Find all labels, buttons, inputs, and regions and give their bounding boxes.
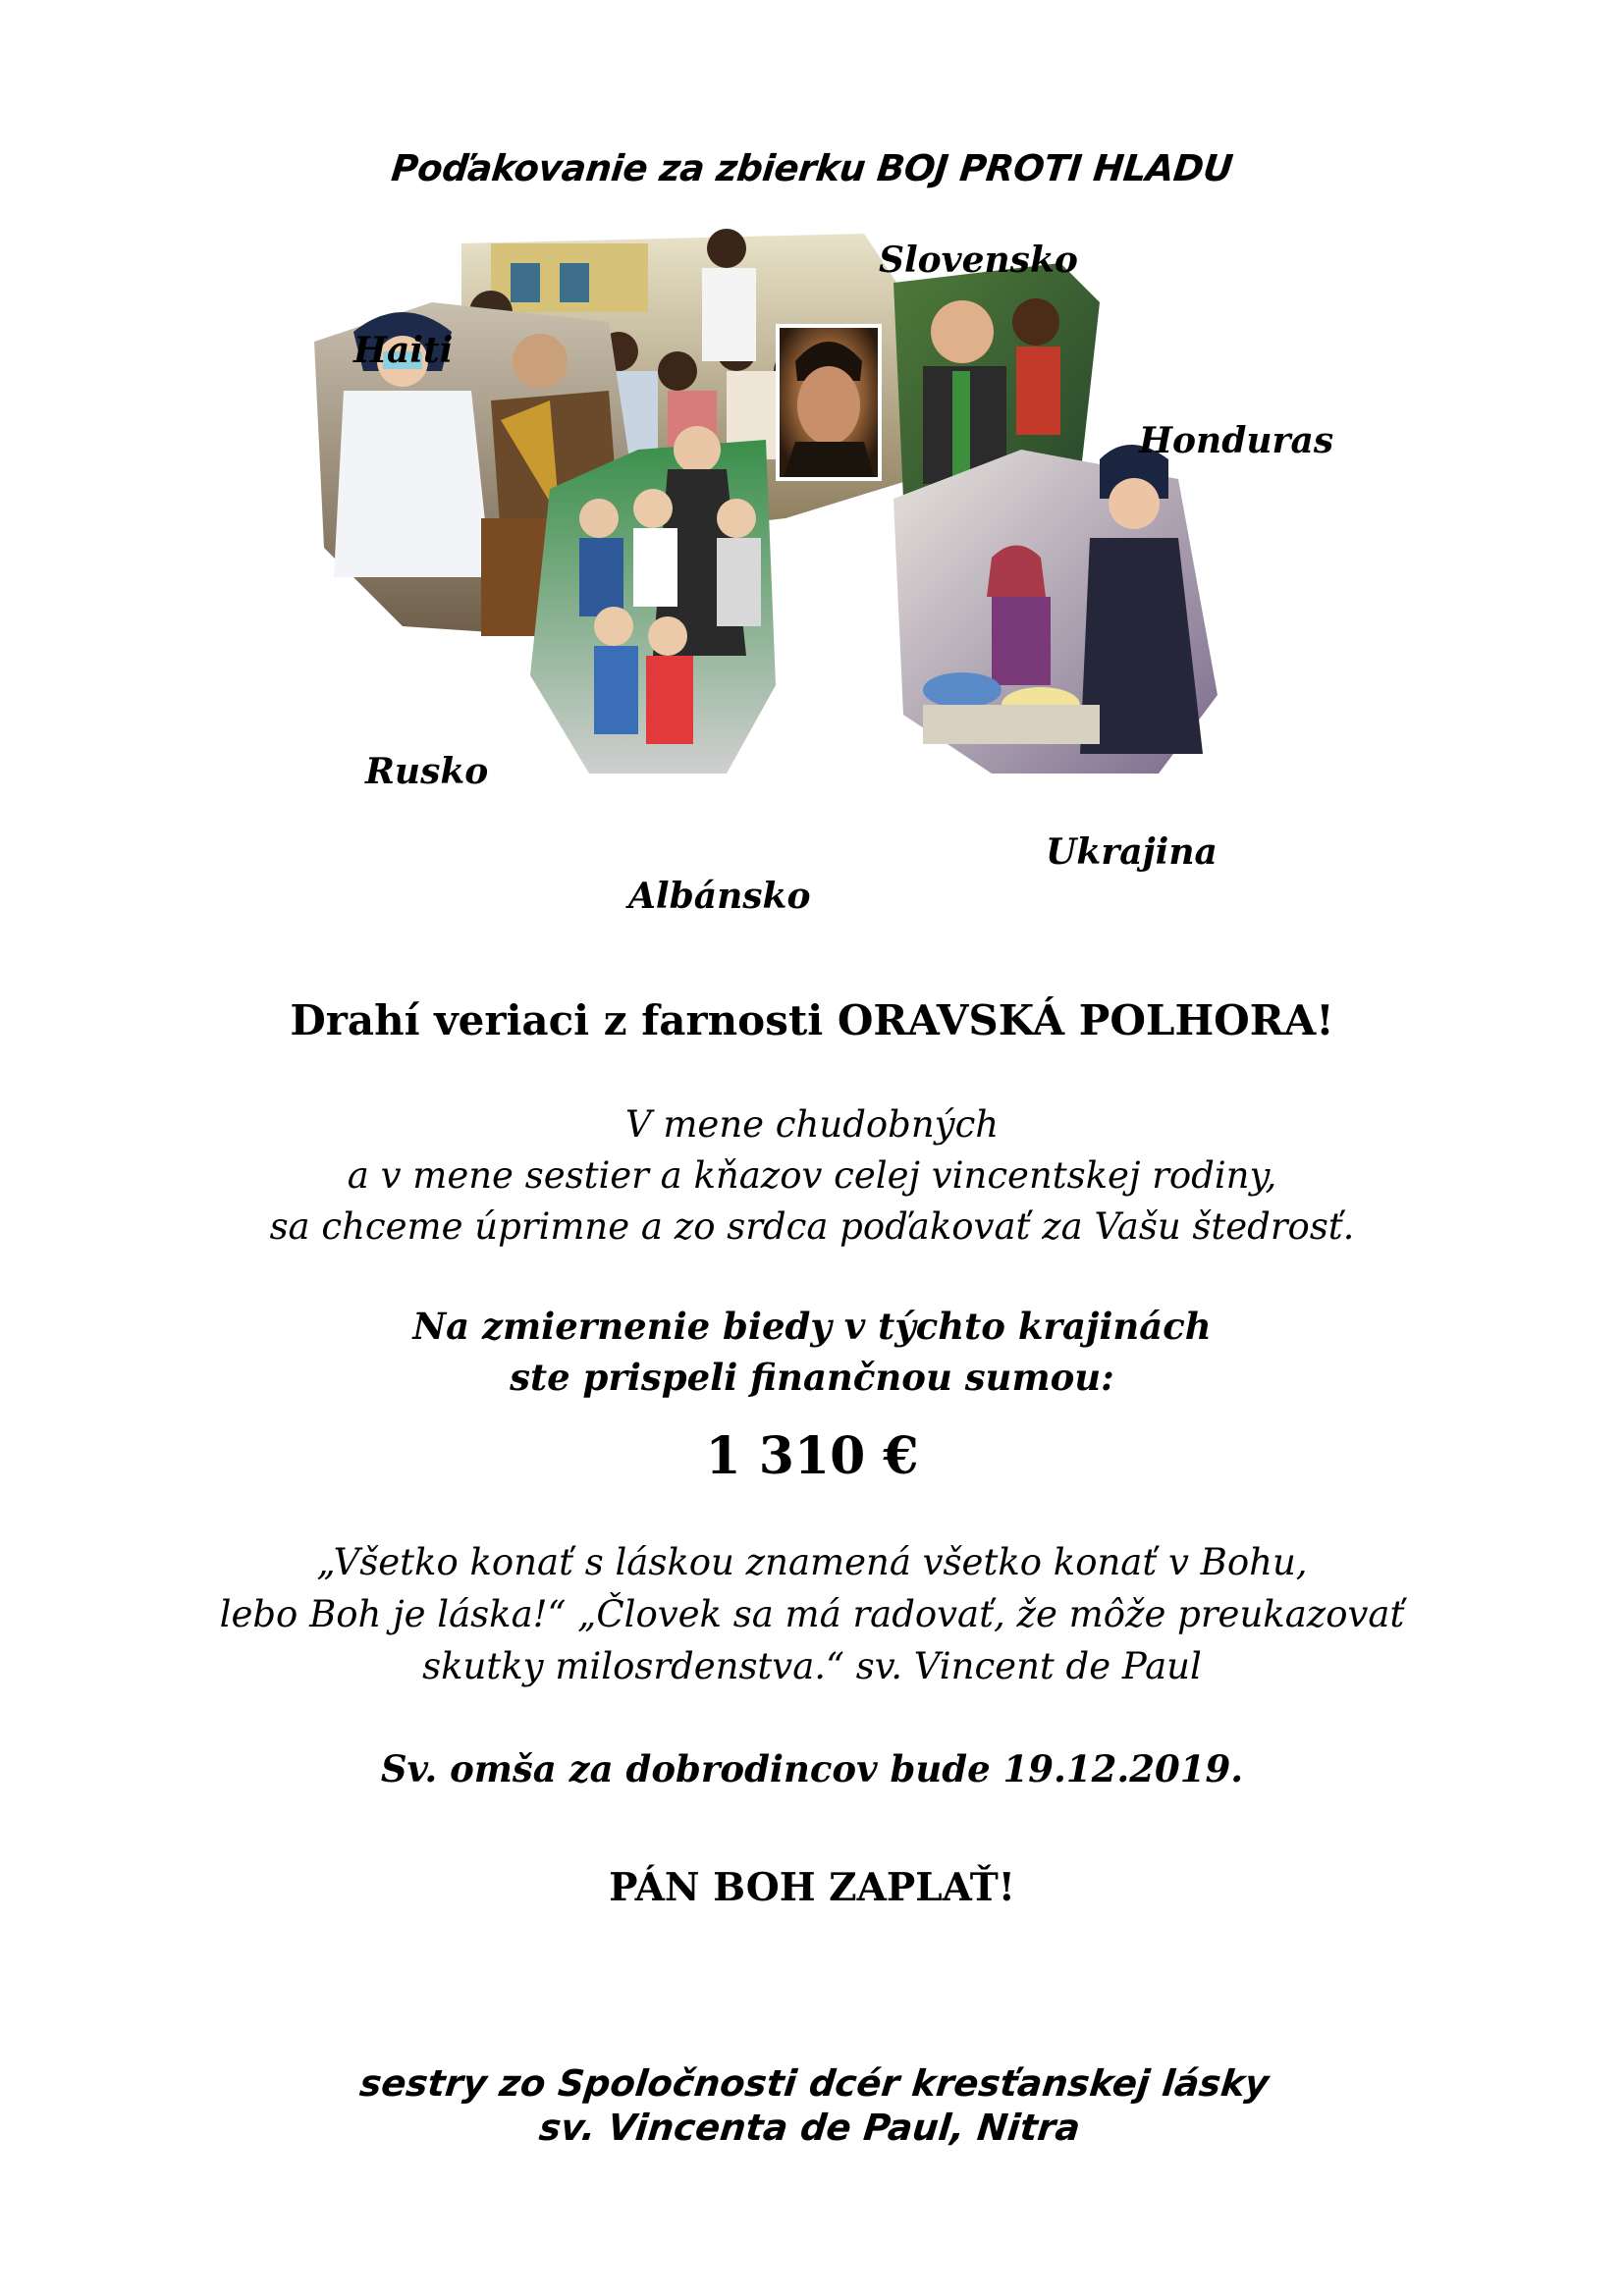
- signature-line: sestry zo Spoločnosti dcér kresťanskej lásky: [357, 2062, 1272, 2105]
- thanks-line: V mene chudobných: [624, 1103, 1000, 1146]
- country-label-haiti: Haiti: [353, 330, 454, 371]
- quote-paragraph: [0, 1536, 1624, 1692]
- thanks-paragraph: [0, 1099, 1624, 1253]
- quote-line: lebo Boh je láska!“ „Človek sa má radovať, že môže preukazovať: [219, 1593, 1405, 1635]
- signature: [0, 2061, 1624, 2150]
- collage-illustration: [314, 224, 1296, 911]
- thanks-line: a v mene sestier a kňazov celej vincentskej rodiny,: [347, 1154, 1277, 1197]
- donation-amount: 1 310 €: [705, 1426, 919, 1486]
- mass-note: Sv. omša za dobrodincov bude 19.12.2019.: [380, 1747, 1244, 1790]
- contribution-line: Na zmiernenie biedy v týchto krajinách: [412, 1305, 1212, 1348]
- signature-line: sv. Vincenta de Paul, Nitra: [537, 2107, 1083, 2149]
- greeting: Drahí veriaci z farnosti ORAVSKÁ POLHORA!: [290, 996, 1334, 1044]
- page-title: Poďakovanie za zbierku BOJ PROTI HLADU: [389, 147, 1235, 189]
- country-label-albansko: Albánsko: [628, 876, 811, 917]
- ukrajina-photo: [893, 445, 1218, 774]
- thanks-line: sa chceme úprimne a zo srdca poďakovať za Vašu štedrosť.: [269, 1205, 1355, 1248]
- country-label-rusko: Rusko: [365, 751, 489, 792]
- photo-collage: [314, 224, 1296, 911]
- country-label-honduras: Honduras: [1139, 420, 1334, 461]
- portrait-photo: [776, 324, 882, 481]
- country-label-ukrajina: Ukrajina: [1046, 831, 1218, 873]
- contribution-line: ste prispeli finančnou sumou:: [510, 1356, 1114, 1399]
- closing-blessing: PÁN BOH ZAPLAŤ!: [609, 1865, 1015, 1910]
- country-label-slovensko: Slovensko: [879, 240, 1078, 281]
- quote-line: skutky milosrdenstva.“ sv. Vincent de Paul: [422, 1645, 1202, 1687]
- contribution-paragraph: [0, 1301, 1624, 1403]
- quote-line: „Všetko konať s láskou znamená všetko konať v Bohu,: [316, 1541, 1308, 1583]
